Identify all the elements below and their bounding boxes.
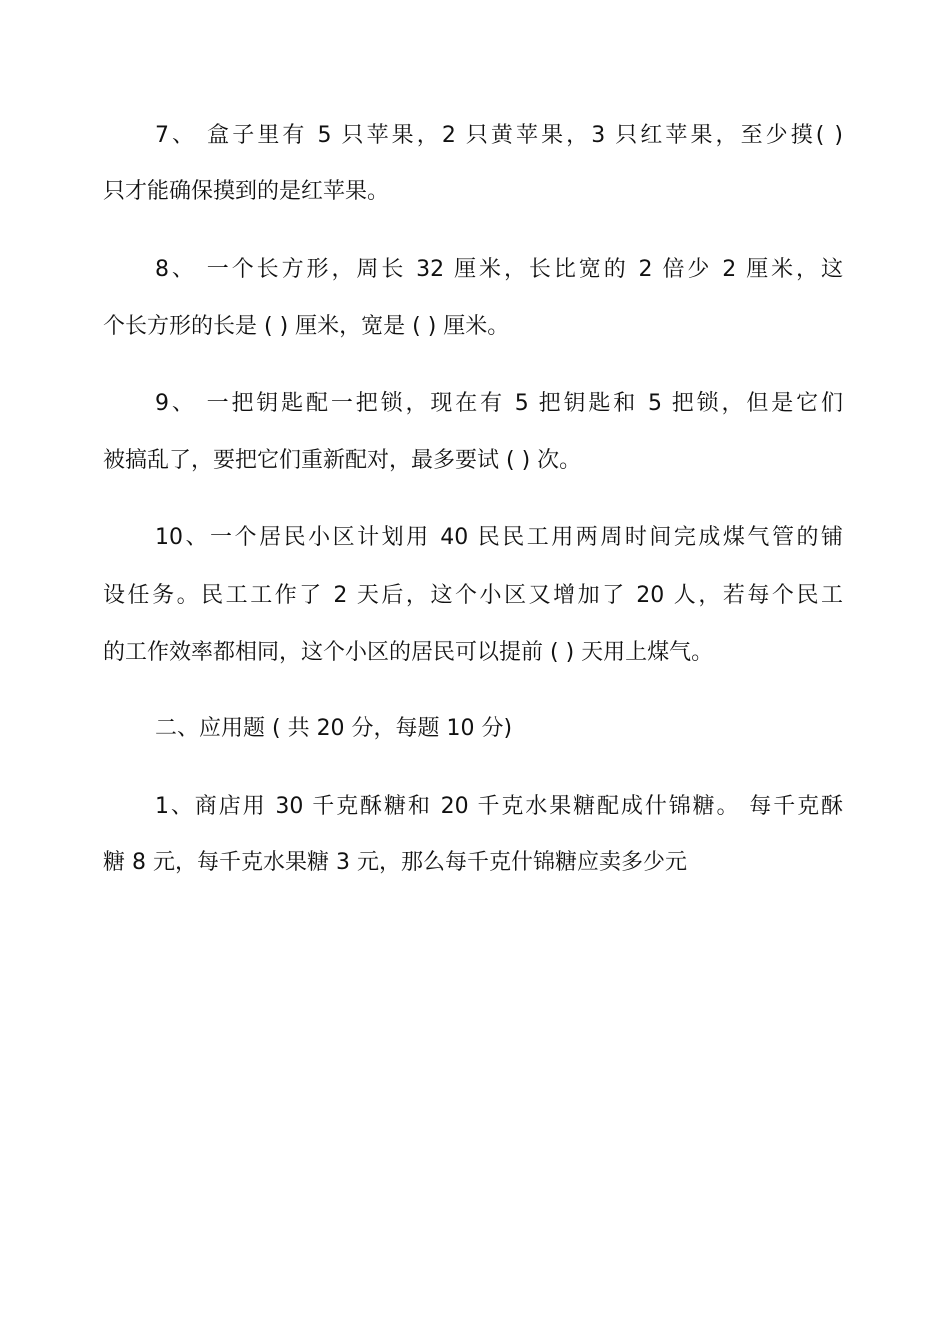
question-10-line-3: 的工作效率都相同，这个小区的居民可以提前 ( ) 天用上煤气。	[103, 640, 714, 665]
question-8-line-2: 个长方形的长是 ( ) 厘米，宽是 ( ) 厘米。	[103, 314, 510, 339]
question-9-line-2: 被搞乱了，要把它们重新配对，最多要试 ( ) 次。	[103, 448, 582, 473]
question-9-line-1: 9、 一把钥匙配一把锁，现在有 5 把钥匙和 5 把锁，但是它们	[155, 391, 843, 416]
application-1-line-1: 1、商店用 30 千克酥糖和 20 千克水果糖配成什锦糖。 每千克酥	[155, 794, 843, 819]
question-10-line-2: 设任务。民工工作了 2 天后，这个小区又增加了 20 人，若每个民工	[103, 583, 843, 608]
question-8-line-1: 8、 一个长方形，周长 32 厘米，长比宽的 2 倍少 2 厘米，这	[155, 257, 843, 282]
section-heading: 二、应用题 ( 共 20 分，每题 10 分)	[155, 716, 513, 741]
application-1-line-2: 糖 8 元，每千克水果糖 3 元，那么每千克什锦糖应卖多少元	[103, 850, 687, 875]
question-10-line-1: 10、一个居民小区计划用 40 民民工用两周时间完成煤气管的铺	[155, 525, 843, 550]
question-7-line-2: 只才能确保摸到的是红苹果。	[103, 179, 390, 204]
question-7-line-1: 7、 盒子里有 5 只苹果，2 只黄苹果，3 只红苹果，至少摸( )	[155, 123, 843, 148]
